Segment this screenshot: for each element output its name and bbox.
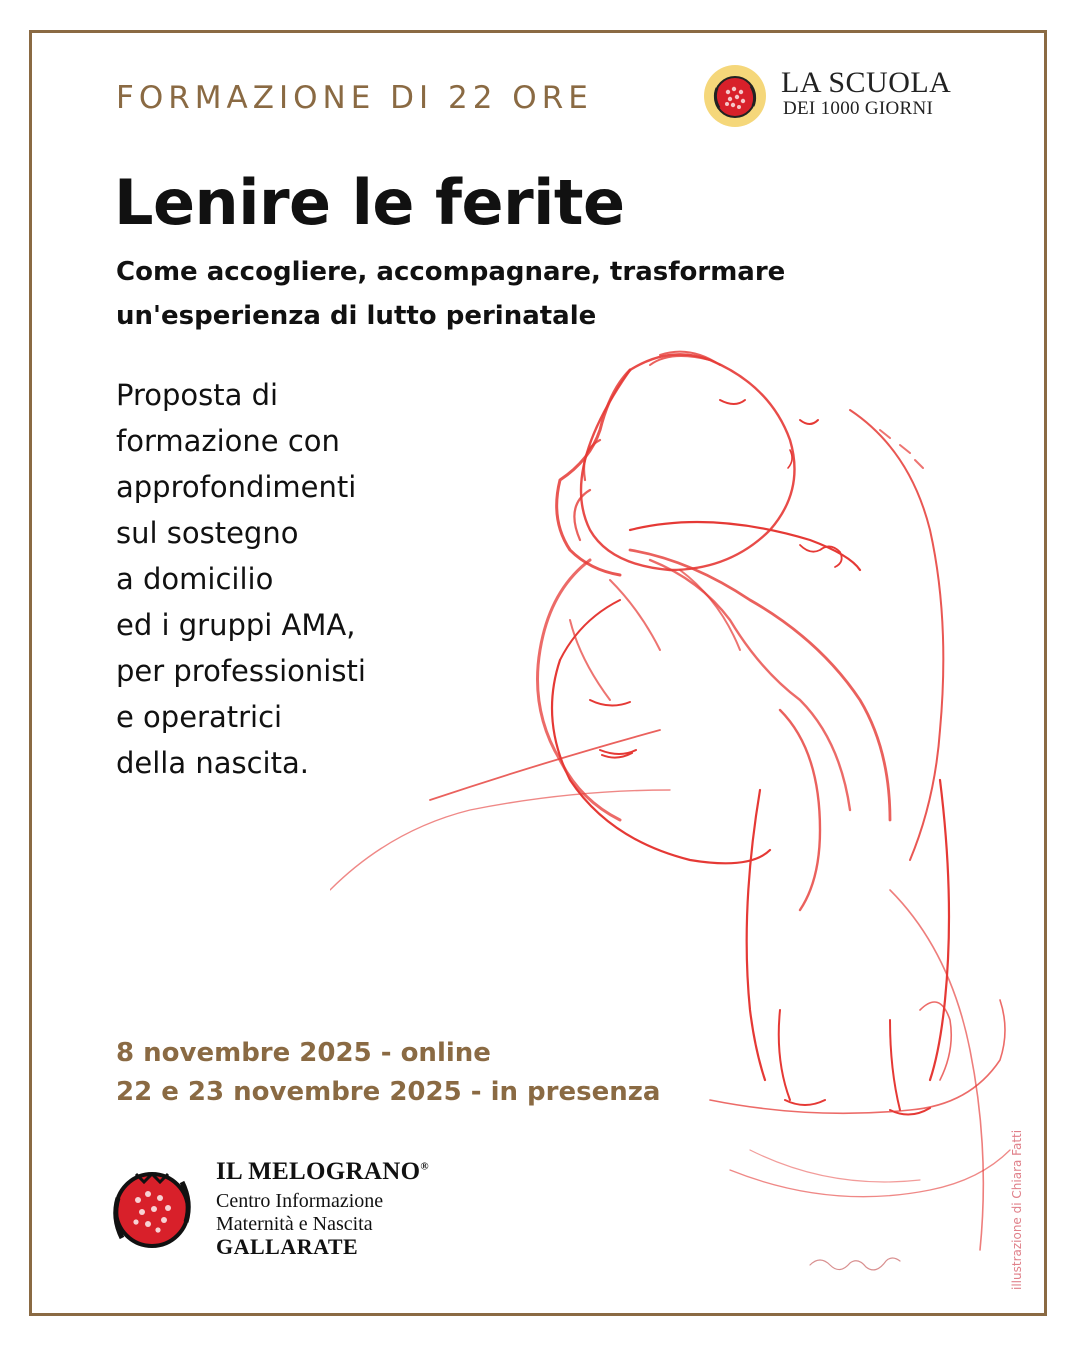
description-line: per professionisti: [116, 654, 366, 688]
course-duration-label: FORMAZIONE DI 22 ORE: [116, 80, 593, 116]
description-line: e operatrici: [116, 700, 283, 734]
course-dates: [116, 1034, 660, 1112]
il-melograno-logo: [106, 1160, 466, 1260]
logo-name-line1: LA SCUOLA: [781, 66, 952, 99]
date-online: 8 novembre 2025 - online: [116, 1038, 491, 1068]
melograno-line3: Maternità e Nascita: [216, 1213, 373, 1235]
pomegranate-badge-icon: [703, 64, 767, 128]
melograno-city: GALLARATE: [216, 1234, 359, 1259]
scuola-1000-giorni-logo: [703, 64, 963, 130]
description-line: sul sostegno: [116, 516, 299, 550]
subtitle-line: Come accogliere, accompagnare, trasformare: [116, 257, 786, 287]
description-line: ed i gruppi AMA,: [116, 608, 356, 642]
page-title: Lenire le ferite: [114, 166, 625, 239]
illustration-credit: illustrazione di Chiara Fatti: [1010, 1129, 1024, 1290]
date-in-person: 22 e 23 novembre 2025 - in presenza: [116, 1077, 661, 1107]
melograno-name-text: IL MELOGRANO: [216, 1158, 421, 1185]
description-line: a domicilio: [116, 562, 274, 596]
mother-child-illustration: [330, 330, 1030, 1290]
registered-mark: ®: [420, 1160, 429, 1173]
description-line: della nascita.: [116, 746, 309, 780]
description-line: Proposta di: [116, 378, 279, 412]
melograno-line2: Centro Informazione: [216, 1190, 384, 1212]
logo-name-line2: DEI 1000 GIORNI: [783, 98, 934, 119]
subtitle: [116, 250, 876, 338]
pomegranate-icon: [106, 1164, 198, 1256]
melograno-name: [216, 1158, 429, 1186]
description-line: formazione con: [116, 424, 340, 458]
subtitle-line: un'esperienza di lutto perinatale: [116, 301, 597, 331]
description-line: approfondimenti: [116, 470, 357, 504]
